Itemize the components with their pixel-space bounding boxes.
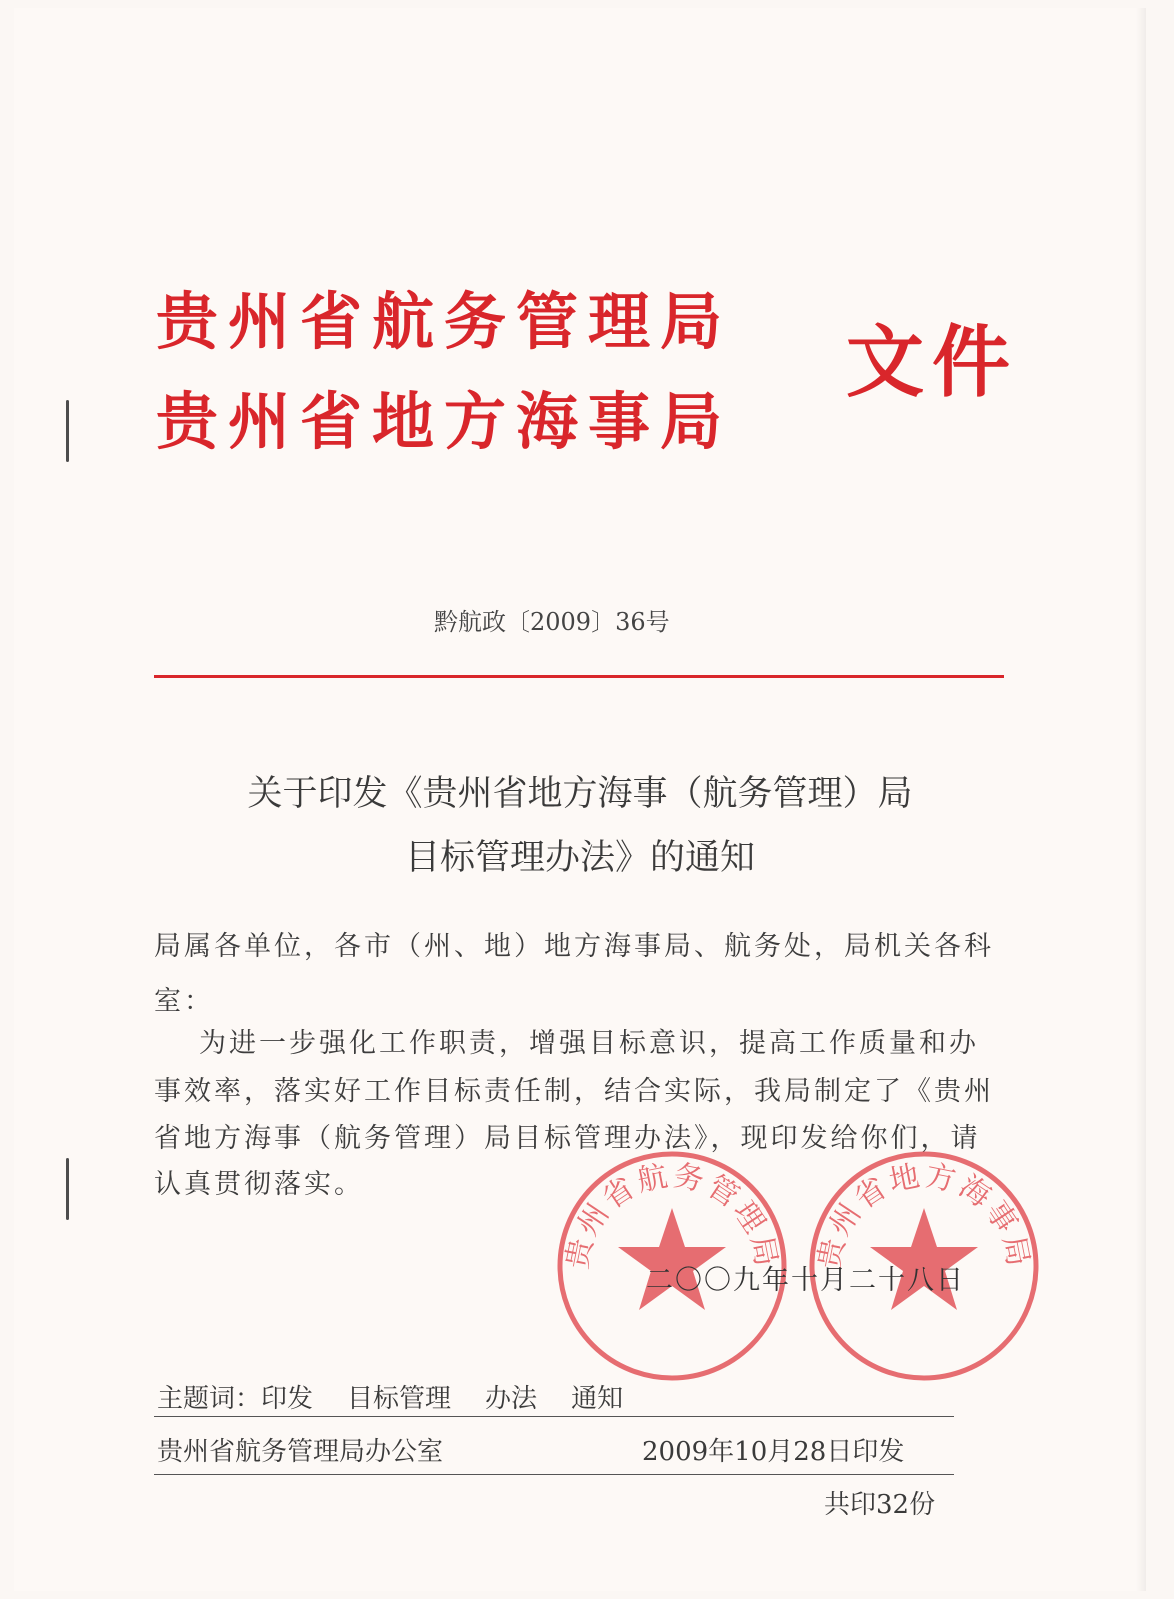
- addressee-continued: 室：: [154, 986, 214, 1017]
- notice-title-line-1: 关于印发《贵州省地方海事（航务管理）局: [247, 774, 913, 814]
- keyword: 目标管理: [347, 1384, 452, 1414]
- print-date: 2009年10月28日印发: [642, 1437, 905, 1467]
- keyword: 办法: [485, 1384, 538, 1414]
- document-type-label: 文件: [846, 317, 1019, 408]
- keyword: 通知: [571, 1384, 624, 1414]
- notice-title-line-2: 目标管理办法》的通知: [404, 838, 755, 878]
- body-paragraph-line: 省地方海事（航务管理）局目标管理办法》，现印发给你们，请: [154, 1123, 981, 1154]
- seal-text-path: 贵州省地方海事局: [811, 1158, 1037, 1272]
- red-divider: [154, 675, 1004, 678]
- footer-divider: [154, 1474, 954, 1475]
- issuer-line-1: 贵州省航务管理局: [156, 285, 733, 358]
- seal-text-path: 贵州省航务管理局: [559, 1158, 785, 1272]
- addressee: 局属各单位，各市（州、地）地方海事局、航务处，局机关各科: [154, 931, 994, 962]
- issuing-office: 贵州省航务管理局办公室: [157, 1437, 444, 1467]
- keywords-label: 主题词：: [157, 1384, 262, 1414]
- signature-date: 二〇〇九年十月二十八日: [646, 1265, 965, 1296]
- document-page: [14, 8, 1146, 1591]
- document-number: 黔航政〔2009〕36号: [434, 608, 670, 636]
- issuer-line-2: 贵州省地方海事局: [156, 385, 733, 458]
- keyword: 印发: [261, 1384, 314, 1414]
- staple: [66, 400, 69, 462]
- body-paragraph-line: 为进一步强化工作职责，增强目标意识，提高工作质量和办: [199, 1028, 979, 1059]
- staple: [66, 1158, 69, 1220]
- footer-divider: [154, 1416, 954, 1417]
- copies-printed: 共印32份: [824, 1490, 936, 1520]
- body-paragraph-line: 认真贯彻落实。: [154, 1169, 364, 1200]
- body-paragraph-line: 事效率，落实好工作目标责任制，结合实际，我局制定了《贵州: [154, 1076, 994, 1107]
- subject-keywords: [157, 1378, 623, 1415]
